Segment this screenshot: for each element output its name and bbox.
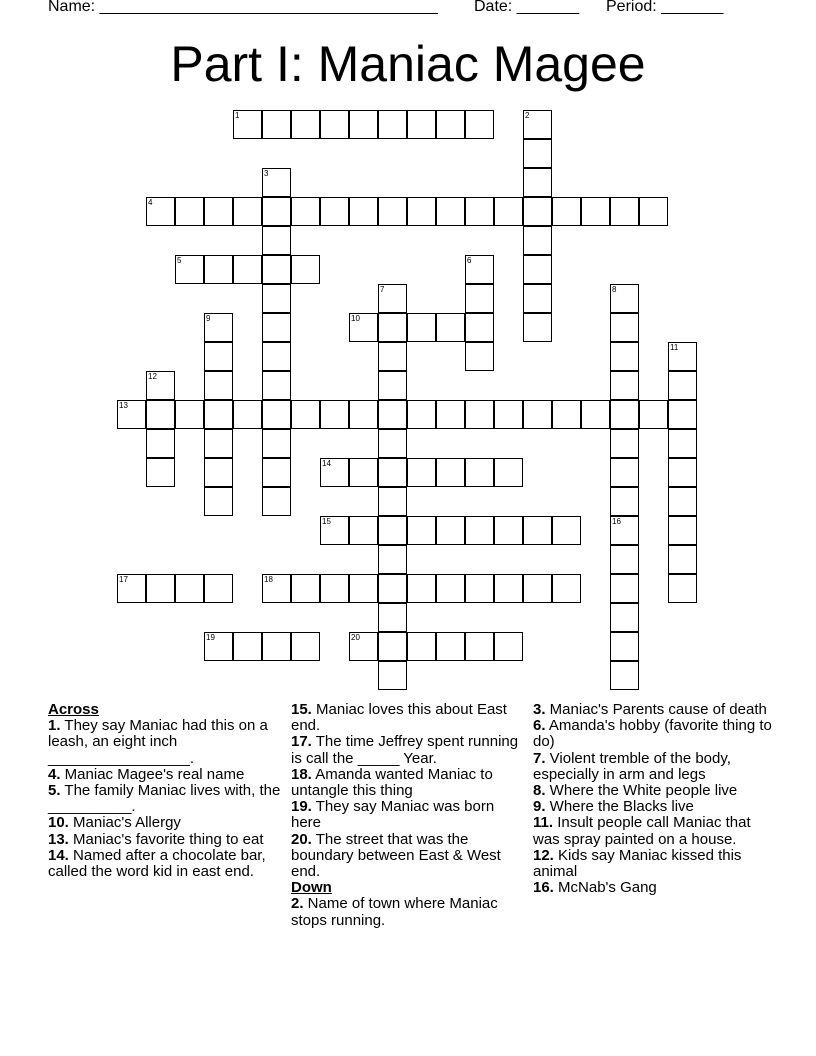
clue-text: Maniac's favorite thing to eat bbox=[68, 830, 264, 848]
grid-cell[interactable] bbox=[523, 284, 552, 313]
grid-cell[interactable] bbox=[523, 139, 552, 168]
grid-cell[interactable] bbox=[204, 371, 233, 400]
grid-cell[interactable] bbox=[668, 400, 697, 429]
grid-cell[interactable] bbox=[639, 400, 668, 429]
clue-number-label: 3. bbox=[533, 701, 546, 718]
grid-cell[interactable] bbox=[494, 632, 523, 661]
grid-cell[interactable] bbox=[204, 255, 233, 284]
clue-item bbox=[48, 815, 283, 831]
grid-cell[interactable] bbox=[349, 574, 378, 603]
grid-cell[interactable] bbox=[668, 342, 697, 371]
grid-cell[interactable] bbox=[610, 313, 639, 342]
clue-text: Maniac's Allergy bbox=[68, 814, 181, 832]
clue-text: Maniac loves this about East end. bbox=[291, 701, 507, 735]
clue-number-label: 19. bbox=[291, 798, 312, 816]
grid-cell[interactable] bbox=[581, 400, 610, 429]
grid-cell[interactable] bbox=[610, 429, 639, 458]
grid-cell[interactable] bbox=[117, 400, 146, 429]
clue-number: 11 bbox=[670, 343, 679, 352]
grid-cell[interactable] bbox=[262, 429, 291, 458]
grid-cell[interactable] bbox=[436, 516, 465, 545]
clue-item bbox=[533, 848, 773, 880]
clues-column-1 bbox=[48, 702, 283, 880]
grid-cell[interactable] bbox=[523, 197, 552, 226]
grid-cell[interactable] bbox=[291, 197, 320, 226]
grid-cell[interactable] bbox=[233, 632, 262, 661]
clue-text: The time Jeffrey spent running is call the _____ Year. bbox=[291, 733, 519, 767]
grid-cell[interactable] bbox=[146, 400, 175, 429]
grid-cell[interactable] bbox=[465, 632, 494, 661]
clue-number-label: 14. bbox=[48, 846, 69, 864]
clue-number: 19 bbox=[206, 633, 215, 642]
clue-number-label: 7. bbox=[533, 749, 546, 767]
grid-cell[interactable] bbox=[349, 632, 378, 661]
clue-text: They say Maniac had this on a leash, an eight inch _________________. bbox=[48, 717, 268, 767]
clue-item bbox=[291, 734, 523, 766]
grid-cell[interactable] bbox=[523, 313, 552, 342]
clue-number-label: 1. bbox=[48, 717, 61, 735]
clue-text: Insult people call Maniac that was spray painted on a house. bbox=[533, 814, 751, 848]
grid-cell[interactable] bbox=[204, 342, 233, 371]
grid-cell[interactable] bbox=[436, 574, 465, 603]
grid-cell[interactable] bbox=[610, 371, 639, 400]
clue-number: 17 bbox=[119, 575, 128, 584]
clue-number: 1 bbox=[235, 111, 240, 120]
grid-cell[interactable] bbox=[233, 197, 262, 226]
clue-number-label: 9. bbox=[533, 798, 546, 816]
grid-cell[interactable] bbox=[320, 516, 349, 545]
clue-text: Maniac Magee's real name bbox=[60, 765, 245, 783]
grid-cell[interactable] bbox=[494, 197, 523, 226]
clue-number-label: 13. bbox=[48, 830, 69, 848]
grid-cell[interactable] bbox=[668, 371, 697, 400]
clue-number-label: 18. bbox=[291, 765, 312, 783]
grid-cell[interactable] bbox=[204, 197, 233, 226]
grid-cell[interactable] bbox=[262, 313, 291, 342]
grid-cell[interactable] bbox=[146, 429, 175, 458]
clue-number: 14 bbox=[322, 459, 331, 468]
across-header: Across bbox=[48, 701, 99, 718]
clue-number: 9 bbox=[206, 314, 211, 323]
clue-item bbox=[48, 767, 283, 783]
clue-item bbox=[291, 702, 523, 734]
period-blank[interactable]: _______ bbox=[661, 0, 724, 15]
clue-number-label: 5. bbox=[48, 782, 61, 800]
grid-cell[interactable] bbox=[349, 516, 378, 545]
date-blank[interactable]: _______ bbox=[516, 0, 579, 15]
clue-item bbox=[291, 832, 523, 881]
clue-number-label: 15. bbox=[291, 701, 312, 718]
grid-cell[interactable] bbox=[262, 226, 291, 255]
clue-number: 12 bbox=[148, 372, 157, 381]
grid-cell[interactable] bbox=[320, 197, 349, 226]
grid-cell[interactable] bbox=[204, 458, 233, 487]
grid-cell[interactable] bbox=[407, 110, 436, 139]
grid-cell[interactable] bbox=[465, 197, 494, 226]
clue-item bbox=[291, 896, 523, 928]
grid-cell[interactable] bbox=[523, 226, 552, 255]
grid-cell[interactable] bbox=[204, 632, 233, 661]
clue-item bbox=[48, 848, 283, 880]
clue-number: 4 bbox=[148, 198, 153, 207]
grid-cell[interactable] bbox=[523, 574, 552, 603]
grid-cell[interactable] bbox=[610, 545, 639, 574]
grid-cell[interactable] bbox=[378, 371, 407, 400]
grid-cell[interactable] bbox=[349, 458, 378, 487]
period-label: Period: bbox=[606, 0, 657, 15]
clue-number: 6 bbox=[467, 256, 472, 265]
clue-item bbox=[48, 783, 283, 815]
grid-cell[interactable] bbox=[610, 487, 639, 516]
grid-cell[interactable] bbox=[175, 400, 204, 429]
clue-number: 16 bbox=[612, 517, 621, 526]
grid-cell[interactable] bbox=[320, 458, 349, 487]
grid-cell[interactable] bbox=[378, 632, 407, 661]
clue-item bbox=[533, 880, 773, 896]
grid-cell[interactable] bbox=[204, 487, 233, 516]
grid-cell[interactable] bbox=[465, 342, 494, 371]
down-header: Down bbox=[291, 879, 332, 897]
grid-cell[interactable] bbox=[552, 400, 581, 429]
grid-cell[interactable] bbox=[262, 168, 291, 197]
clue-number: 3 bbox=[264, 169, 269, 178]
grid-cell[interactable] bbox=[378, 516, 407, 545]
grid-cell[interactable] bbox=[378, 400, 407, 429]
clue-number: 15 bbox=[322, 517, 331, 526]
grid-cell[interactable] bbox=[610, 458, 639, 487]
grid-cell[interactable] bbox=[407, 632, 436, 661]
clue-number-label: 16. bbox=[533, 879, 554, 897]
clue-text: Kids say Maniac kissed this animal bbox=[533, 846, 742, 881]
clue-item bbox=[48, 832, 283, 848]
grid-cell[interactable] bbox=[552, 516, 581, 545]
clue-item bbox=[291, 767, 523, 799]
grid-cell[interactable] bbox=[291, 110, 320, 139]
grid-cell[interactable] bbox=[175, 197, 204, 226]
grid-cell[interactable] bbox=[610, 516, 639, 545]
clue-text: Named after a chocolate bar, called the word kid in east end. bbox=[48, 846, 266, 881]
clue-number-label: 6. bbox=[533, 717, 546, 735]
grid-cell[interactable] bbox=[668, 545, 697, 574]
grid-cell[interactable] bbox=[407, 400, 436, 429]
grid-cell[interactable] bbox=[262, 110, 291, 139]
grid-cell[interactable] bbox=[552, 574, 581, 603]
grid-cell[interactable] bbox=[291, 574, 320, 603]
clue-text: Amanda wanted Maniac to untangle this thing bbox=[291, 765, 493, 800]
clue-number-label: 2. bbox=[291, 895, 304, 913]
grid-cell[interactable] bbox=[465, 284, 494, 313]
grid-cell[interactable] bbox=[262, 255, 291, 284]
grid-cell[interactable] bbox=[523, 255, 552, 284]
clue-item bbox=[533, 702, 773, 718]
grid-cell[interactable] bbox=[378, 110, 407, 139]
grid-cell[interactable] bbox=[407, 574, 436, 603]
clue-number-label: 20. bbox=[291, 830, 312, 848]
grid-cell[interactable] bbox=[262, 284, 291, 313]
grid-cell[interactable] bbox=[407, 313, 436, 342]
grid-cell[interactable] bbox=[320, 110, 349, 139]
clue-number-label: 12. bbox=[533, 846, 554, 864]
grid-cell[interactable] bbox=[668, 487, 697, 516]
grid-cell[interactable] bbox=[639, 197, 668, 226]
clue-text: Where the White people live bbox=[545, 782, 738, 800]
clue-number-label: 17. bbox=[291, 733, 312, 751]
grid-cell[interactable] bbox=[291, 255, 320, 284]
clue-number-label: 11. bbox=[533, 814, 554, 832]
grid-cell[interactable] bbox=[291, 632, 320, 661]
grid-cell[interactable] bbox=[668, 458, 697, 487]
grid-cell[interactable] bbox=[436, 458, 465, 487]
clue-number: 8 bbox=[612, 285, 617, 294]
grid-cell[interactable] bbox=[494, 516, 523, 545]
grid-cell[interactable] bbox=[204, 400, 233, 429]
clues-column-2 bbox=[291, 702, 523, 929]
grid-cell[interactable] bbox=[378, 603, 407, 632]
grid-cell[interactable] bbox=[262, 574, 291, 603]
grid-cell[interactable] bbox=[378, 458, 407, 487]
grid-cell[interactable] bbox=[610, 661, 639, 690]
grid-cell[interactable] bbox=[436, 197, 465, 226]
clue-item bbox=[533, 718, 773, 750]
clue-text: McNab's Gang bbox=[553, 879, 657, 897]
grid-cell[interactable] bbox=[378, 342, 407, 371]
grid-cell[interactable] bbox=[668, 516, 697, 545]
clue-text: The family Maniac lives with, the __________. bbox=[48, 782, 281, 816]
grid-cell[interactable] bbox=[407, 458, 436, 487]
clue-number: 7 bbox=[380, 285, 385, 294]
grid-cell[interactable] bbox=[320, 400, 349, 429]
grid-cell[interactable] bbox=[204, 574, 233, 603]
grid-cell[interactable] bbox=[610, 342, 639, 371]
grid-cell[interactable] bbox=[117, 574, 146, 603]
clue-text: Amanda's hobby (favorite thing to do) bbox=[533, 717, 772, 751]
grid-cell[interactable] bbox=[175, 574, 204, 603]
grid-cell[interactable] bbox=[204, 313, 233, 342]
grid-cell[interactable] bbox=[436, 313, 465, 342]
grid-cell[interactable] bbox=[494, 574, 523, 603]
grid-cell[interactable] bbox=[407, 516, 436, 545]
grid-cell[interactable] bbox=[552, 197, 581, 226]
clue-text: Maniac's Parents cause of death bbox=[545, 701, 767, 718]
clues-column-3 bbox=[533, 702, 773, 896]
grid-cell[interactable] bbox=[378, 197, 407, 226]
grid-cell[interactable] bbox=[436, 632, 465, 661]
grid-cell[interactable] bbox=[233, 110, 262, 139]
clue-item bbox=[48, 718, 283, 767]
grid-cell[interactable] bbox=[610, 603, 639, 632]
grid-cell[interactable] bbox=[378, 487, 407, 516]
grid-cell[interactable] bbox=[378, 545, 407, 574]
grid-cell[interactable] bbox=[262, 458, 291, 487]
grid-cell[interactable] bbox=[349, 110, 378, 139]
clue-number: 5 bbox=[177, 256, 182, 265]
grid-cell[interactable] bbox=[349, 313, 378, 342]
grid-cell[interactable] bbox=[668, 574, 697, 603]
grid-cell[interactable] bbox=[668, 429, 697, 458]
grid-cell[interactable] bbox=[262, 400, 291, 429]
grid-cell[interactable] bbox=[610, 400, 639, 429]
clue-item bbox=[533, 751, 773, 783]
grid-cell[interactable] bbox=[465, 313, 494, 342]
clue-number-label: 4. bbox=[48, 765, 61, 783]
grid-cell[interactable] bbox=[523, 400, 552, 429]
clue-text: Where the Blacks live bbox=[545, 798, 694, 816]
grid-cell[interactable] bbox=[494, 458, 523, 487]
clue-item bbox=[533, 799, 773, 815]
grid-cell[interactable] bbox=[465, 255, 494, 284]
clue-item bbox=[533, 815, 773, 847]
clue-text: They say Maniac was born here bbox=[291, 798, 495, 832]
grid-cell[interactable] bbox=[378, 429, 407, 458]
grid-cell[interactable] bbox=[523, 516, 552, 545]
grid-cell[interactable] bbox=[465, 516, 494, 545]
grid-cell[interactable] bbox=[465, 400, 494, 429]
clue-number-label: 8. bbox=[533, 782, 546, 800]
clue-text: Violent tremble of the body, especially in arm and legs bbox=[533, 749, 731, 783]
grid-cell[interactable] bbox=[146, 574, 175, 603]
date-label: Date: bbox=[474, 0, 513, 15]
grid-cell[interactable] bbox=[349, 400, 378, 429]
grid-cell[interactable] bbox=[262, 632, 291, 661]
grid-cell[interactable] bbox=[610, 284, 639, 313]
grid-cell[interactable] bbox=[378, 284, 407, 313]
grid-cell[interactable] bbox=[262, 487, 291, 516]
grid-cell[interactable] bbox=[146, 197, 175, 226]
grid-cell[interactable] bbox=[262, 342, 291, 371]
grid-cell[interactable] bbox=[523, 168, 552, 197]
grid-cell[interactable] bbox=[465, 574, 494, 603]
grid-cell[interactable] bbox=[378, 313, 407, 342]
clue-number: 2 bbox=[525, 111, 530, 120]
grid-cell[interactable] bbox=[146, 371, 175, 400]
clue-number: 10 bbox=[351, 314, 360, 323]
grid-cell[interactable] bbox=[262, 371, 291, 400]
clue-number: 18 bbox=[264, 575, 273, 584]
grid-cell[interactable] bbox=[349, 197, 378, 226]
grid-cell[interactable] bbox=[146, 458, 175, 487]
grid-cell[interactable] bbox=[262, 197, 291, 226]
grid-cell[interactable] bbox=[204, 429, 233, 458]
clue-item bbox=[291, 799, 523, 831]
grid-cell[interactable] bbox=[407, 197, 436, 226]
grid-cell[interactable] bbox=[320, 574, 349, 603]
name-blank[interactable]: ______________________________________ bbox=[99, 0, 438, 15]
grid-cell[interactable] bbox=[523, 110, 552, 139]
clue-number-label: 10. bbox=[48, 814, 69, 832]
grid-cell[interactable] bbox=[175, 255, 204, 284]
grid-cell[interactable] bbox=[610, 574, 639, 603]
grid-cell[interactable] bbox=[233, 400, 262, 429]
grid-cell[interactable] bbox=[436, 400, 465, 429]
name-label: Name: bbox=[48, 0, 96, 15]
grid-cell[interactable] bbox=[233, 255, 262, 284]
page-title: Part I: Maniac Magee bbox=[170, 36, 646, 92]
grid-cell[interactable] bbox=[465, 458, 494, 487]
grid-cell[interactable] bbox=[291, 400, 320, 429]
clue-text: Name of town where Maniac stops running. bbox=[291, 895, 498, 929]
grid-cell[interactable] bbox=[378, 661, 407, 690]
clue-number: 13 bbox=[119, 401, 128, 410]
clue-number: 20 bbox=[351, 633, 360, 642]
clue-text: The street that was the boundary between East & West end. bbox=[291, 830, 501, 881]
grid-cell[interactable] bbox=[581, 197, 610, 226]
grid-cell[interactable] bbox=[494, 400, 523, 429]
grid-cell[interactable] bbox=[465, 110, 494, 139]
clue-item bbox=[533, 783, 773, 799]
grid-cell[interactable] bbox=[610, 632, 639, 661]
grid-cell[interactable] bbox=[436, 110, 465, 139]
grid-cell[interactable] bbox=[378, 574, 407, 603]
grid-cell[interactable] bbox=[610, 197, 639, 226]
